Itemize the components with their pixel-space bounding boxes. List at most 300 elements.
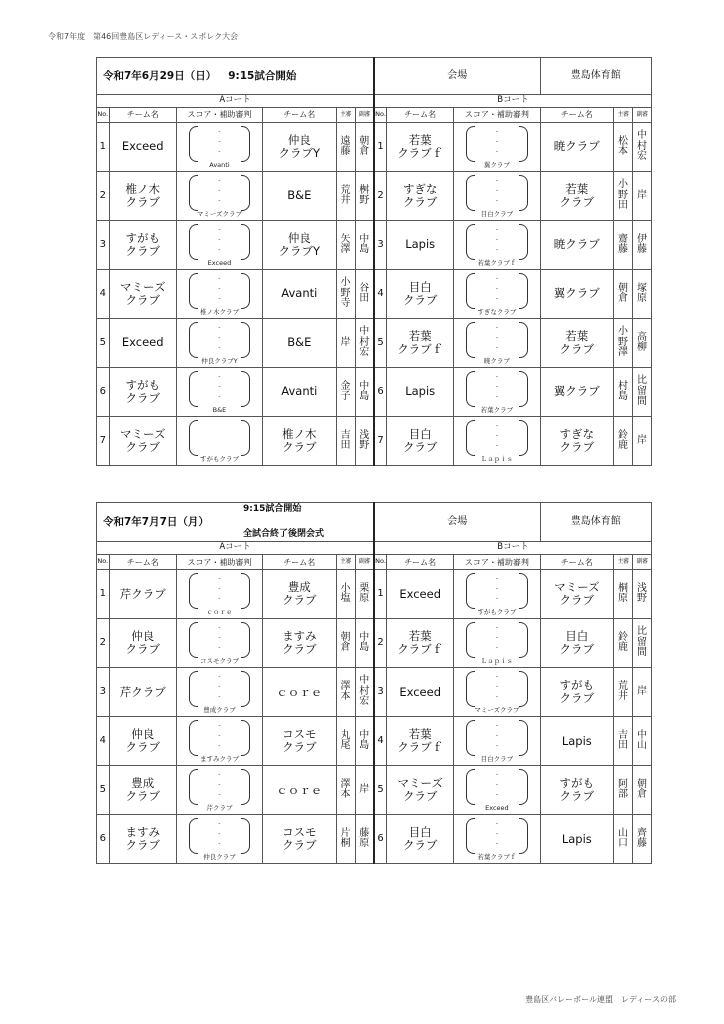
col-header-no: No.	[374, 555, 387, 570]
sub-referee	[355, 570, 374, 619]
team-1-name: 若葉 クラブｆ	[397, 328, 444, 356]
team-2-name: 若葉 クラブ	[559, 328, 595, 356]
main-referee-name: 阿部	[618, 778, 629, 801]
sub-referee	[355, 319, 374, 368]
score-dash: -	[495, 673, 498, 681]
score-dash: -	[495, 722, 498, 730]
sub-referee	[355, 270, 374, 319]
score-box	[177, 368, 262, 416]
score-dash: -	[218, 575, 221, 583]
sub-referee-name: 中島	[359, 233, 370, 255]
main-referee	[614, 417, 633, 466]
team-2	[263, 417, 337, 466]
col-header-team: チーム名	[109, 555, 176, 570]
score-dash: -	[218, 138, 221, 145]
sub-referee-name: 中島	[359, 729, 370, 752]
score-cell[interactable]	[176, 172, 262, 221]
sub-referee	[355, 717, 374, 766]
score-cell[interactable]	[454, 417, 540, 466]
score-cell[interactable]	[454, 619, 540, 668]
main-referee-name: 片桐	[340, 827, 351, 850]
sub-referee-name: 藤原	[359, 827, 370, 850]
team-2	[540, 123, 614, 172]
score-cell[interactable]	[454, 815, 540, 864]
score-cell[interactable]	[454, 270, 540, 319]
score-dash: -	[495, 732, 498, 740]
main-referee-name: 山口	[618, 827, 629, 850]
col-header-team: チーム名	[109, 108, 176, 123]
main-referee	[336, 417, 355, 466]
score-dash: -	[218, 585, 221, 593]
score-dash: -	[495, 295, 498, 302]
main-referee	[614, 619, 633, 668]
col-header-team: チーム名	[387, 555, 454, 570]
score-dash: -	[218, 226, 221, 233]
main-referee	[336, 368, 355, 417]
team-2-name: すがも クラブ	[559, 775, 595, 804]
main-referee-name: 荒井	[618, 680, 629, 703]
team-1-name: マミーズ クラブ	[397, 775, 443, 804]
helper-referee-team: B&E	[212, 405, 227, 414]
match-number: 7	[374, 417, 387, 466]
team-1	[387, 717, 454, 766]
helper-referee-team: 若葉クラブ	[480, 405, 514, 414]
score-dash: -	[218, 644, 221, 652]
team-2	[540, 319, 614, 368]
score-dash: -	[495, 693, 498, 701]
team-1	[387, 221, 454, 270]
helper-referee-team: 豊成クラブ	[203, 705, 236, 714]
score-dash: -	[495, 781, 498, 789]
score-box	[454, 717, 539, 765]
score-cell[interactable]	[454, 570, 540, 619]
page-footer: 豊島区バレーボール連盟 レディースの部	[525, 995, 676, 1004]
sub-referee-name: 岸	[359, 784, 370, 796]
team-1-name: Exceed	[121, 335, 164, 350]
score-cell[interactable]	[454, 368, 540, 417]
schedule-table-july	[96, 502, 652, 864]
score-dash: -	[218, 683, 221, 691]
team-1-name: Exceed	[121, 139, 164, 154]
team-1	[109, 717, 176, 766]
score-cell[interactable]	[454, 668, 540, 717]
score-dash: -	[218, 673, 221, 681]
helper-referee-team: ｃｏｒｅ	[206, 607, 233, 616]
sub-referee	[355, 368, 374, 417]
team-1	[109, 815, 176, 864]
score-dash: -	[495, 285, 498, 292]
helper-referee-team: Exceed	[207, 258, 232, 267]
b-court-label: Bコート	[374, 542, 652, 555]
team-1-name: Lapis	[405, 237, 436, 252]
team-2	[263, 766, 337, 815]
sub-referee	[632, 619, 651, 668]
helper-referee-team: Ｌａｐｉｓ	[480, 454, 514, 463]
match-number: 4	[374, 717, 387, 766]
team-2	[263, 570, 337, 619]
score-cell[interactable]	[454, 221, 540, 270]
score-dash: -	[218, 128, 221, 135]
col-header-no: No.	[97, 108, 110, 123]
score-cell[interactable]	[176, 570, 262, 619]
score-cell[interactable]	[454, 319, 540, 368]
score-dash: -	[495, 138, 498, 145]
team-2	[263, 270, 337, 319]
team-2	[263, 172, 337, 221]
team-1-name: ますみ クラブ	[125, 824, 160, 853]
page-header: 令和7年度 第46回豊島区レディース・スポレク大会	[48, 32, 239, 41]
score-dash: -	[495, 830, 498, 838]
team-2-name: ｃｏｒｅ	[276, 684, 323, 699]
match-number: 5	[374, 319, 387, 368]
team-1	[109, 221, 176, 270]
score-dash: -	[495, 187, 498, 194]
score-box	[177, 417, 262, 465]
team-1-name: Exceed	[399, 684, 442, 699]
score-dash: -	[495, 575, 498, 583]
score-cell[interactable]	[454, 717, 540, 766]
score-cell[interactable]	[176, 717, 262, 766]
score-dash: -	[218, 840, 221, 848]
score-dash: -	[495, 683, 498, 691]
team-1	[387, 172, 454, 221]
column-header-row	[97, 108, 652, 123]
team-1-name: 若葉 クラブｆ	[397, 726, 444, 755]
match-row	[97, 270, 652, 319]
score-dash: -	[495, 422, 498, 429]
score-dash: -	[495, 236, 498, 243]
main-referee-name: 鈴鹿	[618, 631, 629, 654]
score-box	[454, 221, 539, 269]
helper-referee-team: 暁クラブ	[483, 356, 510, 365]
score-dash: -	[495, 791, 498, 799]
main-referee	[336, 717, 355, 766]
sub-referee-name: 比留間	[636, 375, 647, 408]
score-dash: -	[218, 383, 221, 390]
score-cell[interactable]	[176, 221, 262, 270]
score-dash: -	[495, 393, 498, 400]
sub-referee	[355, 766, 374, 815]
session-title-row	[97, 58, 652, 95]
main-referee	[614, 221, 633, 270]
match-number: 5	[374, 766, 387, 815]
left-brace-icon	[189, 420, 198, 456]
team-2-name: Avanti	[281, 384, 318, 399]
main-referee-name: 丸尾	[340, 729, 351, 752]
match-row	[97, 815, 652, 864]
sub-referee-name: 塚原	[636, 282, 647, 304]
helper-referee-team: マミーズクラブ	[196, 209, 243, 218]
score-dash: -	[218, 177, 221, 184]
sub-referee-name: 比留間	[636, 626, 647, 659]
team-2-name: Avanti	[281, 286, 318, 301]
score-dash: -	[218, 373, 221, 380]
main-referee-name: 矢澤	[340, 233, 351, 255]
score-dash: -	[495, 840, 498, 848]
score-dash: -	[218, 246, 221, 253]
score-dash: -	[495, 442, 498, 449]
match-number: 4	[374, 270, 387, 319]
score-cell[interactable]	[454, 766, 540, 815]
score-cell[interactable]	[176, 270, 262, 319]
main-referee-name: 朝倉	[340, 631, 351, 654]
match-row	[97, 766, 652, 815]
main-referee-name: 鈴鹿	[618, 429, 629, 451]
team-1-name: Lapis	[405, 384, 436, 399]
sub-referee	[632, 668, 651, 717]
score-dash: -	[495, 324, 498, 331]
helper-referee-team: Ｌａｐｉｓ	[480, 656, 514, 665]
venue-label: 会場	[374, 58, 540, 95]
score-box	[454, 319, 539, 367]
sub-referee-name: 栗原	[359, 582, 370, 605]
team-1	[387, 815, 454, 864]
match-number: 3	[97, 221, 110, 270]
score-box	[177, 270, 262, 318]
score-dash: -	[495, 742, 498, 750]
main-referee-name: 金子	[340, 380, 351, 402]
col-header-no: No.	[97, 555, 110, 570]
score-cell[interactable]	[176, 619, 262, 668]
col-header-sub-ref: 副審	[355, 108, 374, 123]
score-box	[454, 368, 539, 416]
team-2-name: Lapis	[561, 733, 592, 748]
match-number: 6	[374, 815, 387, 864]
main-referee	[336, 766, 355, 815]
team-1-name: すがも クラブ	[125, 230, 160, 258]
sub-referee-name: 高柳	[636, 331, 647, 353]
team-2	[263, 319, 337, 368]
match-number: 6	[374, 368, 387, 417]
main-referee	[336, 270, 355, 319]
col-header-sub-ref: 副審	[632, 108, 651, 123]
team-2-name: 仲良 クラブY	[278, 132, 321, 160]
score-box	[454, 172, 539, 220]
sub-referee-name: 中山	[636, 729, 647, 752]
sub-referee	[355, 417, 374, 466]
helper-referee-team: コスモクラブ	[199, 656, 239, 665]
match-number: 2	[97, 619, 110, 668]
team-1	[387, 417, 454, 466]
match-number: 4	[97, 717, 110, 766]
match-number: 6	[97, 815, 110, 864]
sub-referee	[355, 172, 374, 221]
team-2	[263, 619, 337, 668]
score-box	[454, 270, 539, 318]
team-2-name: B&E	[287, 188, 312, 203]
team-2	[540, 270, 614, 319]
team-1-name: 若葉 クラブｆ	[397, 132, 444, 160]
score-dash: -	[495, 128, 498, 135]
a-court-label: Aコート	[97, 542, 374, 555]
score-cell[interactable]	[176, 815, 262, 864]
team-2-name: 翼クラブ	[553, 286, 600, 301]
score-cell[interactable]	[454, 123, 540, 172]
team-2	[263, 123, 337, 172]
score-dash: -	[218, 187, 221, 194]
team-1-name: Exceed	[399, 586, 442, 601]
team-2	[540, 570, 614, 619]
main-referee	[336, 619, 355, 668]
team-1-name: 仲良 クラブ	[125, 726, 160, 755]
main-referee	[614, 668, 633, 717]
team-2	[540, 417, 614, 466]
sub-referee	[355, 221, 374, 270]
score-dash: -	[218, 732, 221, 740]
match-number: 2	[374, 619, 387, 668]
score-dash: -	[218, 344, 221, 351]
score-dash: -	[495, 275, 498, 282]
score-box	[454, 815, 539, 863]
sub-referee	[632, 570, 651, 619]
col-header-score: スコア・補助審判	[176, 555, 262, 570]
score-box	[454, 570, 539, 618]
score-cell[interactable]	[176, 319, 262, 368]
sub-referee-name: 朝倉	[636, 778, 647, 801]
session-start-time: 9:15試合開始	[243, 504, 302, 514]
team-1-name: 仲良 クラブ	[125, 628, 160, 657]
score-dash: -	[218, 148, 221, 155]
score-dash: -	[218, 791, 221, 799]
team-2-name: 豊成 クラブ	[282, 579, 317, 608]
session-date: 令和7年6月29日（日）	[103, 69, 217, 82]
main-referee	[614, 570, 633, 619]
team-1-name: マミーズ クラブ	[120, 279, 166, 307]
score-cell[interactable]	[454, 172, 540, 221]
main-referee-name: 朝倉	[618, 282, 629, 304]
score-dash: -	[495, 226, 498, 233]
column-header-row	[97, 555, 652, 570]
main-referee-name: 小野田	[618, 179, 629, 212]
team-2	[540, 766, 614, 815]
team-2	[263, 221, 337, 270]
team-1	[387, 766, 454, 815]
score-dash: -	[495, 148, 498, 155]
match-number: 5	[97, 766, 110, 815]
score-dash: -	[218, 197, 221, 204]
score-dash: -	[495, 344, 498, 351]
main-referee-name: 吉田	[340, 429, 351, 451]
helper-referee-team: すぎなクラブ	[477, 307, 517, 316]
match-row	[97, 668, 652, 717]
score-dash: -	[218, 771, 221, 779]
team-2	[263, 368, 337, 417]
score-dash: -	[218, 781, 221, 789]
team-2-name: 暁クラブ	[553, 237, 600, 252]
score-box	[177, 123, 262, 171]
sub-referee-name: 浅野	[359, 429, 370, 451]
venue-value: 豊島体育館	[540, 503, 651, 542]
team-1	[109, 417, 176, 466]
sub-referee-name: 伊藤	[636, 233, 647, 255]
sub-referee	[355, 619, 374, 668]
sub-referee	[632, 221, 651, 270]
session-title	[97, 58, 374, 95]
court-header-row	[97, 95, 652, 108]
team-2	[263, 668, 337, 717]
col-header-score: スコア・補助審判	[454, 108, 540, 123]
col-header-main-ref: 主審	[336, 555, 355, 570]
a-court-label: Aコート	[97, 95, 374, 108]
score-cell[interactable]	[176, 368, 262, 417]
col-header-team: チーム名	[540, 555, 614, 570]
score-dash: -	[495, 585, 498, 593]
sub-referee	[355, 123, 374, 172]
col-header-sub-ref: 副審	[355, 555, 374, 570]
score-box	[177, 766, 262, 814]
score-dash: -	[495, 177, 498, 184]
team-1-name: 椎ノ木 クラブ	[125, 181, 160, 209]
team-2-name: Lapis	[561, 831, 592, 846]
team-2-name: コスモ クラブ	[282, 824, 317, 853]
score-dash: -	[495, 634, 498, 642]
score-dash: -	[495, 820, 498, 828]
helper-referee-team: 若葉クラブｆ	[477, 852, 517, 861]
match-number: 1	[374, 123, 387, 172]
sub-referee-name: 岸	[636, 435, 647, 447]
team-1	[109, 123, 176, 172]
score-cell[interactable]	[176, 766, 262, 815]
b-court-label: Bコート	[374, 95, 652, 108]
main-referee	[614, 123, 633, 172]
score-cell[interactable]	[176, 668, 262, 717]
col-header-score: スコア・補助審判	[454, 555, 540, 570]
main-referee	[614, 368, 633, 417]
col-header-main-ref: 主審	[614, 555, 633, 570]
helper-referee-team: 目白クラブ	[480, 209, 514, 218]
score-dash: -	[218, 393, 221, 400]
score-box	[177, 570, 262, 618]
score-cell[interactable]	[176, 123, 262, 172]
venue-value: 豊島体育館	[540, 58, 651, 95]
sub-referee	[632, 815, 651, 864]
score-dash: -	[495, 334, 498, 341]
match-number: 2	[374, 172, 387, 221]
score-dash: -	[495, 246, 498, 253]
team-2-name: B&E	[287, 335, 312, 350]
team-2	[540, 172, 614, 221]
score-cell[interactable]	[176, 417, 262, 466]
sub-referee-name: 岸	[636, 686, 647, 698]
team-2	[263, 717, 337, 766]
team-1	[387, 270, 454, 319]
helper-referee-team: マミーズクラブ	[474, 705, 520, 714]
helper-referee-team: 仲良クラブY	[201, 356, 238, 365]
score-dash: -	[495, 373, 498, 380]
score-dash: -	[218, 634, 221, 642]
sub-referee-name: 桝野	[359, 184, 370, 206]
session-closing-note: 全試合終了後閉会式	[243, 529, 325, 540]
team-2	[540, 368, 614, 417]
score-dash: -	[218, 324, 221, 331]
team-1-name: 若葉 クラブｆ	[397, 628, 444, 657]
score-box	[177, 221, 262, 269]
team-1	[387, 368, 454, 417]
score-box	[177, 668, 262, 716]
venue-label: 会場	[374, 503, 540, 542]
team-2	[540, 619, 614, 668]
score-box	[454, 766, 539, 814]
team-1-name: すがも クラブ	[125, 377, 160, 405]
team-1-name: 目白 クラブ	[402, 279, 438, 307]
main-referee	[614, 319, 633, 368]
session-date: 令和7年7月7日（月）	[103, 516, 209, 529]
sub-referee-name: 中島	[359, 380, 370, 402]
match-number: 3	[374, 221, 387, 270]
team-2-name: 暁クラブ	[553, 139, 600, 154]
team-2	[263, 815, 337, 864]
col-header-score: スコア・補助審判	[176, 108, 262, 123]
